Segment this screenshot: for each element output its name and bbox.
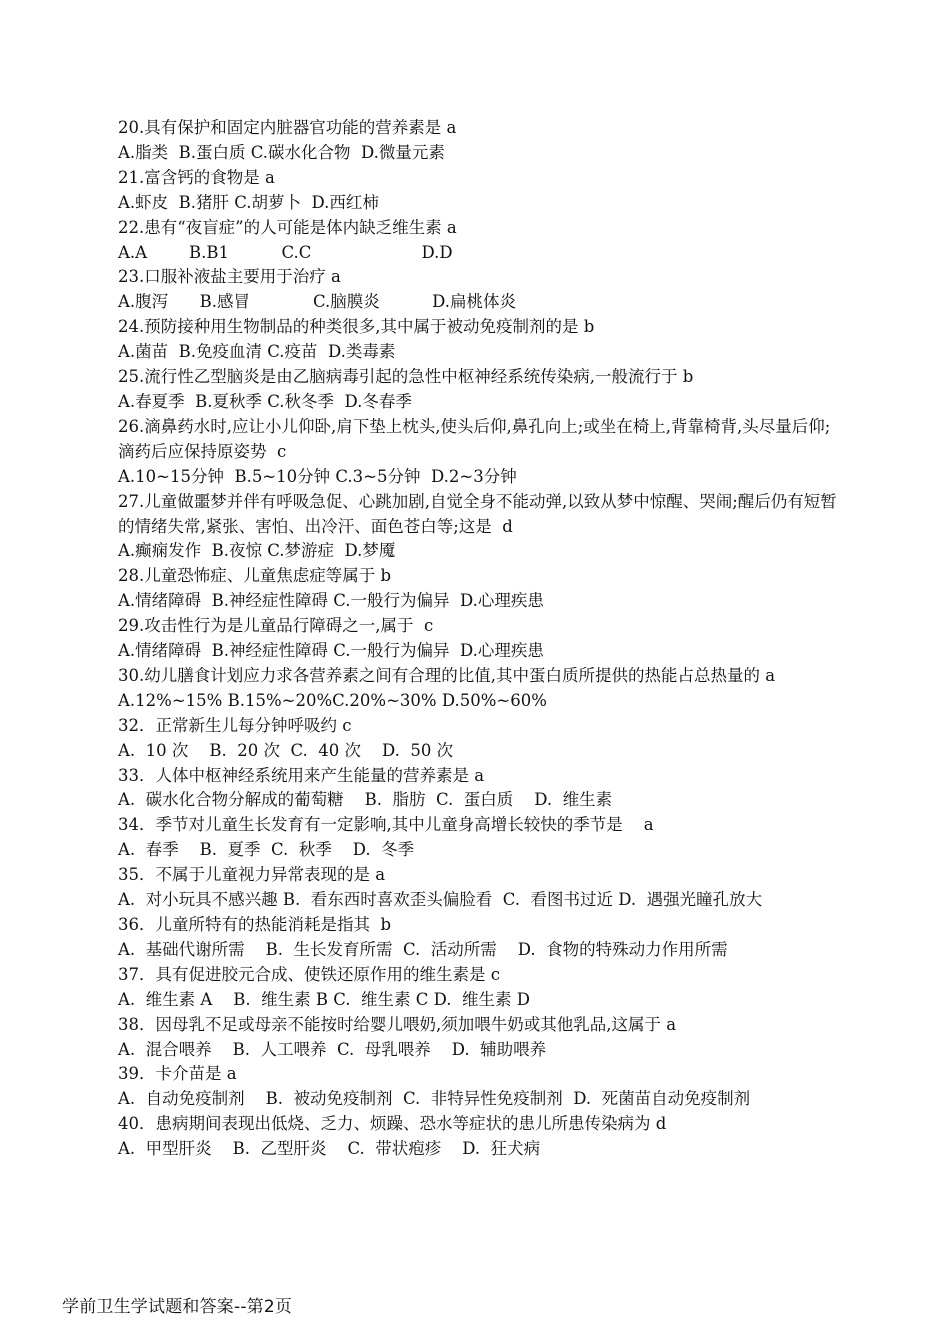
- question-39: 39．卡介苗是 a: [118, 1064, 237, 1084]
- question-36: 36．儿童所特有的热能消耗是指其 b: [118, 915, 392, 934]
- question-25: 25.流行性乙型脑炎是由乙脑病毒引起的急性中枢神经系统传染病,一般流行于 b: [118, 367, 694, 387]
- options-36: A. 基础代谢所需 B. 生长发育所需 C. 活动所需 D. 食物的特殊动力作用所需: [118, 939, 728, 959]
- options-29: A.情绪障碍 B.神经症性障碍 C.一般行为偏异 D.心理疾患: [118, 641, 544, 661]
- options-38: A. 混合喂养 B. 人工喂养 C. 母乳喂养 D. 辅助喂养: [118, 1039, 547, 1059]
- question-38: 38．因母乳不足或母亲不能按时给婴儿喂奶,须加喂牛奶或其他乳品,这属于 a: [118, 1014, 677, 1034]
- question-32: 32．正常新生儿每分钟呼吸约 c: [118, 715, 352, 735]
- options-33: A. 碳水化合物分解成的葡萄糖 B. 脂肪 C. 蛋白质 D. 维生素: [118, 790, 613, 810]
- page-footer: 学前卫生学试题和答案--第2页: [62, 1297, 293, 1317]
- options-27: A.癫痫发作 B.夜惊 C.梦游症 D.梦魇: [118, 541, 396, 561]
- question-29: 29.攻击性行为是儿童品行障碍之一,属于 c: [118, 616, 434, 636]
- question-28: 28.儿童恐怖症、儿童焦虑症等属于 b: [118, 566, 392, 586]
- question-34: 34．季节对儿童生长发育有一定影响,其中儿童身高增长较快的季节是 a: [118, 815, 654, 835]
- question-21: 21.富含钙的食物是 a: [118, 167, 275, 187]
- options-28: A.情绪障碍 B.神经症性障碍 C.一般行为偏异 D.心理疾患: [118, 591, 544, 611]
- options-40: A. 甲型肝炎 B. 乙型肝炎 C. 带状疱疹 D. 狂犬病: [118, 1139, 541, 1159]
- options-35: A. 对小玩具不感兴趣 B. 看东西时喜欢歪头偏脸看 C. 看图书过近 D. 遇强光瞳孔放大: [118, 890, 763, 910]
- options-39: A. 自动免疫制剂 B. 被动免疫制剂 C. 非特异性免疫制剂 D. 死菌苗自动免疫制剂: [118, 1089, 751, 1109]
- options-34: A. 春季 B. 夏季 C. 秋季 D. 冬季: [118, 840, 415, 860]
- question-24: 24.预防接种用生物制品的种类很多,其中属于被动免疫制剂的是 b: [118, 317, 595, 337]
- options-32: A. 10 次 B. 20 次 C. 40 次 D. 50 次: [118, 740, 454, 760]
- options-21: A.虾皮 B.猪肝 C.胡萝卜 D.西红柿: [118, 192, 379, 212]
- options-24: A.菌苗 B.免疫血清 C.疫苗 D.类毒素: [118, 342, 396, 362]
- question-35: 35．不属于儿童视力异常表现的是 a: [118, 865, 386, 885]
- options-30: A.12%~15% B.15%~20%C.20%~30% D.50%~60%: [118, 690, 547, 710]
- options-26: A.10~15分钟 B.5~10分钟 C.3~5分钟 D.2~3分钟: [118, 466, 517, 486]
- question-30: 30.幼儿膳食计划应力求各营养素之间有合理的比值,其中蛋白质所提供的热能占总热量的 a: [118, 665, 776, 685]
- options-25: A.春夏季 B.夏秋季 C.秋冬季 D.冬春季: [118, 391, 412, 411]
- options-20: A.脂类 B.蛋白质 C.碳水化合物 D.微量元素: [118, 142, 445, 162]
- question-33: 33．人体中枢神经系统用来产生能量的营养素是 a: [118, 765, 485, 785]
- question-26: 26.滴鼻药水时,应让小儿仰卧,肩下垫上枕头,使头后仰,鼻孔向上;或坐在椅上,背靠椅背,头尽量后仰;滴药后应保持原姿势 c: [118, 416, 831, 461]
- options-37: A. 维生素 A B. 维生素 B C. 维生素 C D. 维生素 D: [118, 989, 531, 1009]
- question-37: 37．具有促进胶元合成、使铁还原作用的维生素是 c: [118, 964, 500, 984]
- question-list: [118, 116, 838, 1162]
- question-23: 23.口服补液盐主要用于治疗 a: [118, 267, 341, 287]
- question-27: 27.儿童做噩梦并伴有呼吸急促、心跳加剧,自觉全身不能动弹,以致从梦中惊醒、哭闹;醒后仍有短暂的情绪失常,紧张、害怕、出冷汗、面色苍白等;这是 d: [118, 491, 837, 536]
- options-23: A.腹泻 B.感冒 C.脑膜炎 D.扁桃体炎: [118, 292, 517, 312]
- options-22: A.A B.B1 C.C D.D: [118, 242, 453, 262]
- question-40: 40．患病期间表现出低烧、乏力、烦躁、恐水等症状的患儿所患传染病为 d: [118, 1114, 667, 1134]
- question-22: 22.患有“夜盲症”的人可能是体内缺乏维生素 a: [118, 217, 457, 237]
- question-20: 20.具有保护和固定内脏器官功能的营养素是 a: [118, 118, 457, 137]
